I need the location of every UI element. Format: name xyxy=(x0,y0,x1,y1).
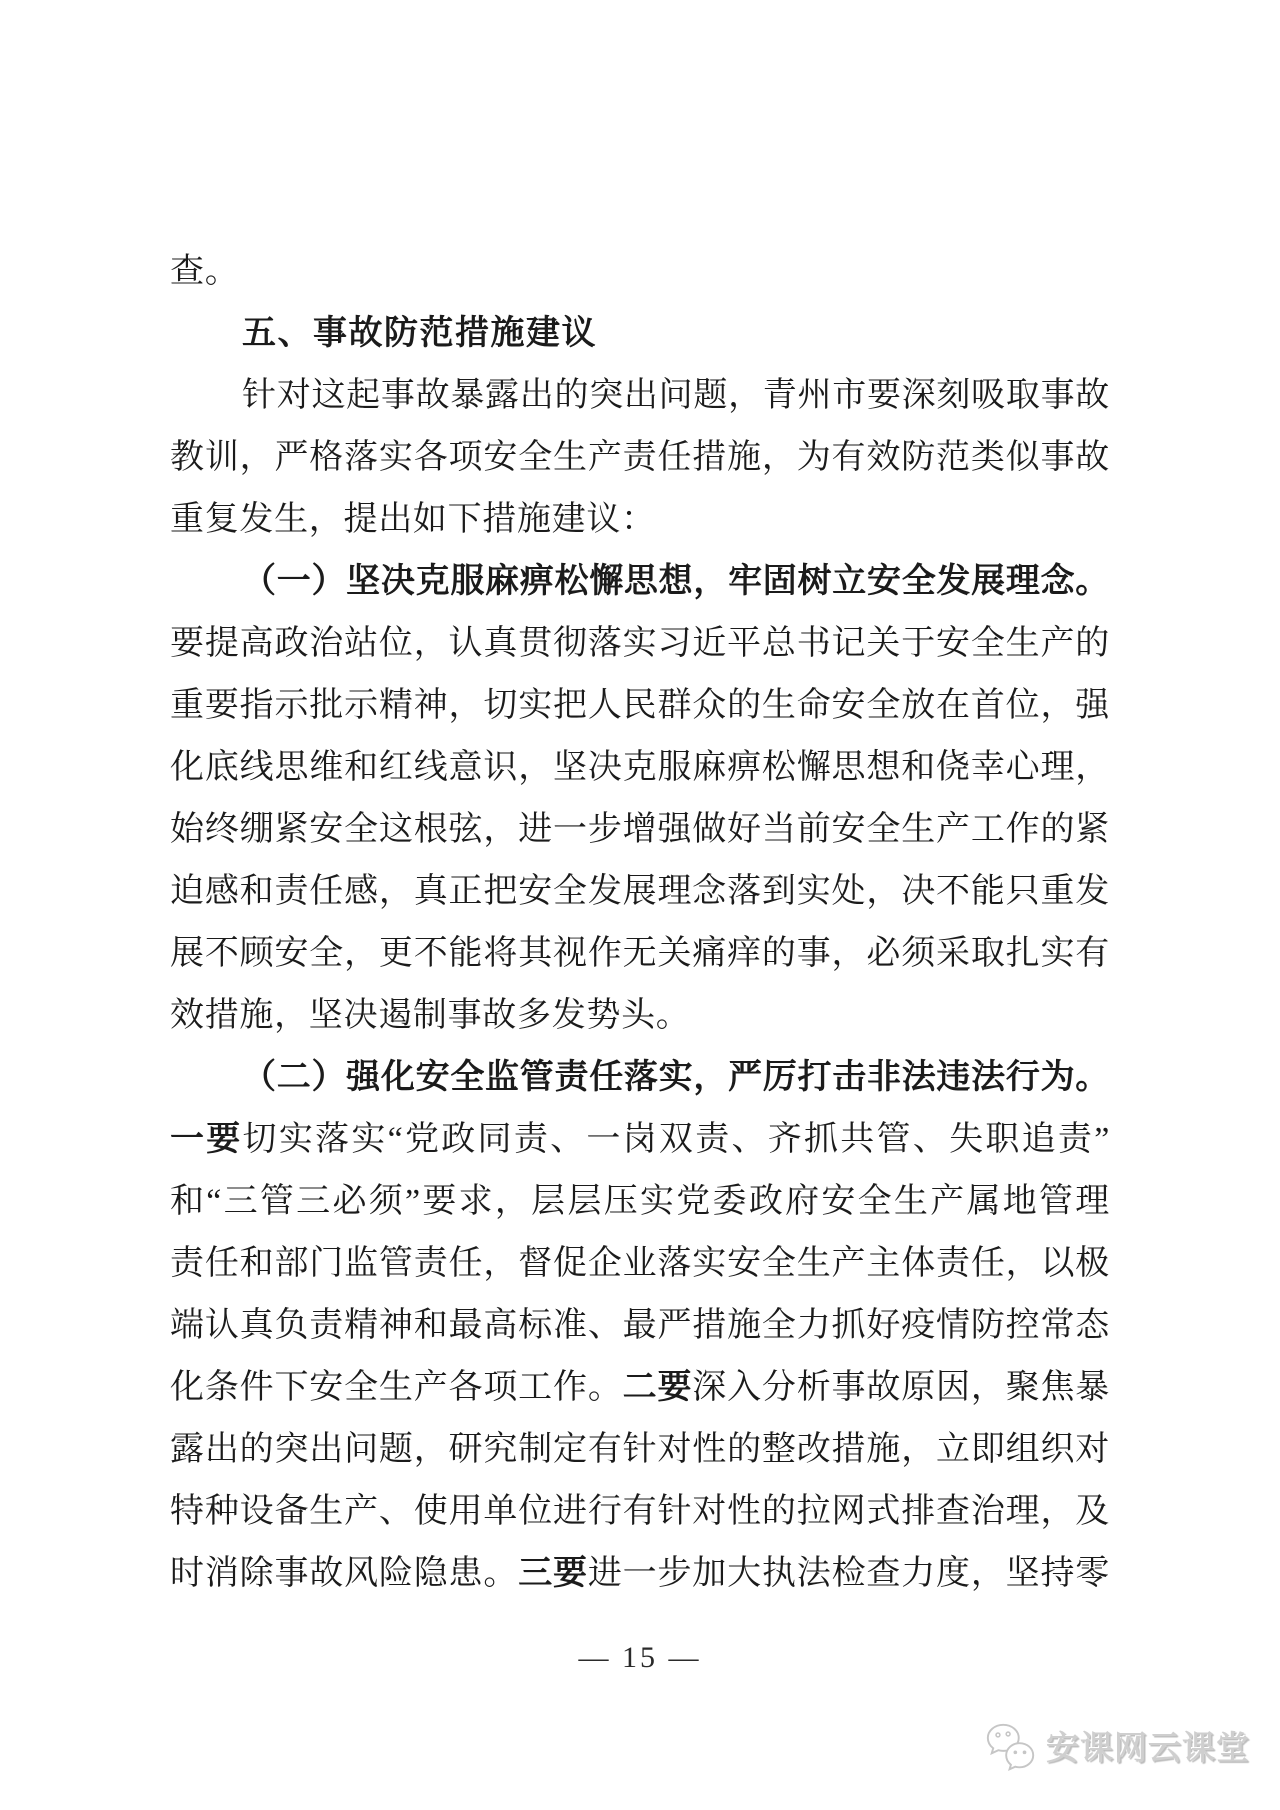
document-body xyxy=(170,241,1110,1605)
text-segment: 深入分析事故原因，聚焦暴 xyxy=(692,1369,1110,1406)
text-segment: 针对这起事故暴露出的突出问题，青州市要深刻吸取事故 xyxy=(242,377,1110,414)
watermark-text: 安课网云课堂 xyxy=(1046,1729,1250,1766)
text-segment: 始终绷紧安全这根弦，进一步增强做好当前安全生产工作的紧 xyxy=(170,811,1110,848)
text-line xyxy=(170,1419,1110,1481)
watermark xyxy=(982,1720,1250,1776)
text-segment: 露出的突出问题，研究制定有针对性的整改措施，立即组织对 xyxy=(170,1431,1110,1468)
text-segment: 要提高政治站位，认真贯彻落实习近平总书记关于安全生产的 xyxy=(170,625,1110,662)
section-heading xyxy=(170,303,1110,365)
text-segment: 和“三管三必须”要求，层层压实党委政府安全生产属地管理 xyxy=(170,1183,1110,1220)
text-line xyxy=(170,675,1110,737)
text-segment: 教训，严格落实各项安全生产责任措施，为有效防范类似事故 xyxy=(170,439,1110,476)
text-segment: 查。 xyxy=(170,253,240,290)
text-line xyxy=(170,1481,1110,1543)
text-line xyxy=(170,1357,1110,1419)
text-segment: 进一步加大执法检查力度，坚持零 xyxy=(587,1555,1111,1592)
text-segment: 迫感和责任感，真正把安全发展理念落到实处，决不能只重发 xyxy=(170,873,1110,910)
text-segment: （一）坚决克服麻痹松懈思想，牢固树立安全发展理念。 xyxy=(242,563,1110,600)
text-segment: 效措施，坚决遏制事故多发势头。 xyxy=(170,997,691,1034)
text-line xyxy=(170,1233,1110,1295)
sub-heading-line xyxy=(170,1047,1110,1109)
text-segment: 重复发生，提出如下措施建议： xyxy=(170,501,656,538)
text-line xyxy=(170,923,1110,985)
text-line xyxy=(170,1295,1110,1357)
text-line xyxy=(170,241,1110,303)
text-segment: 时消除事故风险隐患。 xyxy=(170,1555,519,1592)
text-segment: 化条件下安全生产各项工作。 xyxy=(170,1369,623,1406)
text-line xyxy=(170,861,1110,923)
text-segment: 展不顾安全，更不能将其视作无关痛痒的事，必须采取扎实有 xyxy=(170,935,1110,972)
text-line xyxy=(170,365,1110,427)
text-segment: 责任和部门监管责任，督促企业落实安全生产主体责任，以极 xyxy=(170,1245,1110,1282)
text-line xyxy=(170,427,1110,489)
text-segment: （二）强化安全监管责任落实，严厉打击非法违法行为。 xyxy=(242,1059,1110,1096)
text-line xyxy=(170,489,1110,551)
text-line xyxy=(170,799,1110,861)
text-line xyxy=(170,1543,1110,1605)
text-line xyxy=(170,737,1110,799)
text-segment: 重要指示批示精神，切实把人民群众的生命安全放在首位，强 xyxy=(170,687,1110,724)
text-segment: 切实落实“党政同责、一岗双责、齐抓共管、失职追责” xyxy=(242,1121,1110,1158)
text-line xyxy=(170,613,1110,675)
text-segment: 特种设备生产、使用单位进行有针对性的拉网式排查治理，及 xyxy=(170,1493,1110,1530)
text-line xyxy=(170,985,1110,1047)
text-line xyxy=(170,1171,1110,1233)
text-segment: 化底线思维和红线意识，坚决克服麻痹松懈思想和侥幸心理， xyxy=(170,749,1110,786)
chat-bubbles-icon xyxy=(982,1720,1040,1776)
text-segment: 五、事故防范措施建议 xyxy=(242,315,597,352)
text-line xyxy=(170,1109,1110,1171)
text-segment: 二要 xyxy=(622,1369,693,1406)
text-segment: 端认真负责精神和最高标准、最严措施全力抓好疫情防控常态 xyxy=(170,1307,1110,1344)
page-number: — 15 — xyxy=(578,1641,702,1674)
text-segment: 一要 xyxy=(170,1121,243,1158)
text-segment: 三要 xyxy=(518,1555,588,1592)
sub-heading-line xyxy=(170,551,1110,613)
